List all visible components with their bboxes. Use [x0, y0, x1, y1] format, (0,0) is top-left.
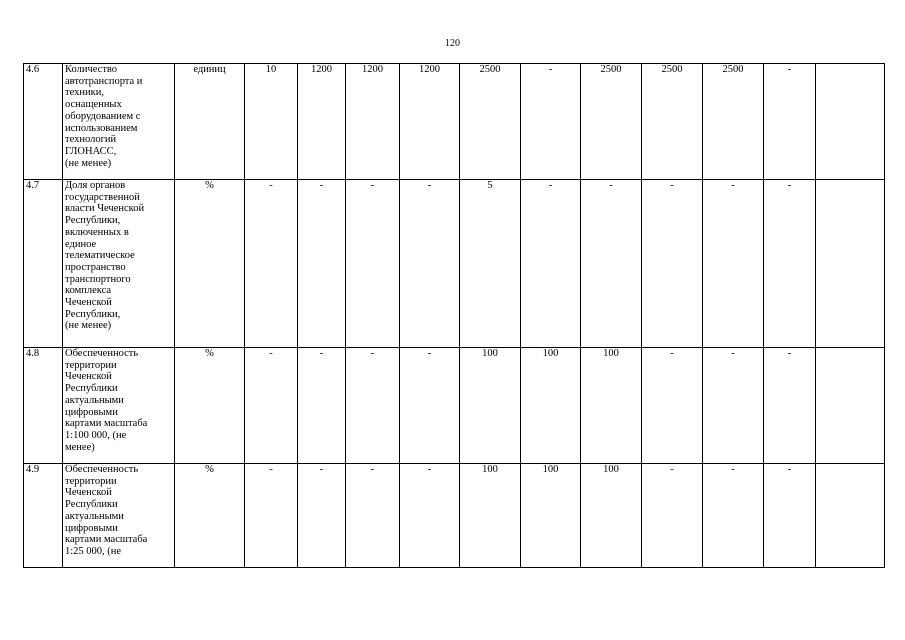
value-cell: - [521, 64, 581, 180]
value-cell: - [642, 348, 703, 464]
value-cell: - [245, 464, 298, 568]
value-cell: 100 [581, 348, 642, 464]
value-cell: - [400, 348, 460, 464]
indicator-name-cell: Количество автотранспорта и техники, оснащенных оборудованием с использованием технологий ГЛОНАСС, (не менее) [63, 64, 175, 180]
value-cell [816, 64, 885, 180]
unit-cell: % [175, 180, 245, 348]
indicator-name-cell: Доля органов государственной власти Чеченской Республики, включенных в единое телематическое пространство транспортного комплекса Чеченской Республики, (не менее) [63, 180, 175, 348]
value-cell: 100 [521, 464, 581, 568]
value-cell: 100 [460, 348, 521, 464]
value-cell: - [581, 180, 642, 348]
value-cell: - [642, 464, 703, 568]
value-cell: - [298, 348, 346, 464]
unit-cell: единиц [175, 64, 245, 180]
row-number-cell: 4.9 [24, 464, 63, 568]
value-cell: - [400, 180, 460, 348]
value-cell: - [298, 464, 346, 568]
value-cell: 2500 [581, 64, 642, 180]
value-cell [816, 348, 885, 464]
value-cell: - [521, 180, 581, 348]
value-cell: 1200 [298, 64, 346, 180]
value-cell: - [642, 180, 703, 348]
unit-cell: % [175, 464, 245, 568]
value-cell: - [703, 464, 764, 568]
row-number-cell: 4.6 [24, 64, 63, 180]
value-cell [816, 180, 885, 348]
table-row [24, 348, 885, 464]
value-cell: - [703, 348, 764, 464]
value-cell: 100 [521, 348, 581, 464]
unit-cell: % [175, 348, 245, 464]
table-row [24, 180, 885, 348]
value-cell: - [346, 180, 400, 348]
value-cell: - [764, 464, 816, 568]
value-cell: - [764, 348, 816, 464]
value-cell: 2500 [642, 64, 703, 180]
row-number-cell: 4.7 [24, 180, 63, 348]
indicator-name-cell: Обеспеченность территории Чеченской Республики актуальными цифровыми картами масштаба 1:25 000, (не [63, 464, 175, 568]
indicator-name-cell: Обеспеченность территории Чеченской Республики актуальными цифровыми картами масштаба 1:100 000, (не менее) [63, 348, 175, 464]
value-cell: 2500 [460, 64, 521, 180]
indicators-table [23, 63, 885, 568]
value-cell: 1200 [346, 64, 400, 180]
table-row [24, 464, 885, 568]
value-cell: 5 [460, 180, 521, 348]
value-cell: 2500 [703, 64, 764, 180]
value-cell: - [764, 64, 816, 180]
value-cell: 10 [245, 64, 298, 180]
row-number-cell: 4.8 [24, 348, 63, 464]
value-cell: - [346, 348, 400, 464]
value-cell: - [703, 180, 764, 348]
value-cell: - [764, 180, 816, 348]
value-cell: - [245, 348, 298, 464]
value-cell: - [298, 180, 346, 348]
table-row [24, 64, 885, 180]
value-cell: 1200 [400, 64, 460, 180]
page-number: 120 [445, 38, 460, 49]
value-cell: - [346, 464, 400, 568]
value-cell: - [400, 464, 460, 568]
value-cell: 100 [460, 464, 521, 568]
value-cell: 100 [581, 464, 642, 568]
value-cell: - [245, 180, 298, 348]
value-cell [816, 464, 885, 568]
